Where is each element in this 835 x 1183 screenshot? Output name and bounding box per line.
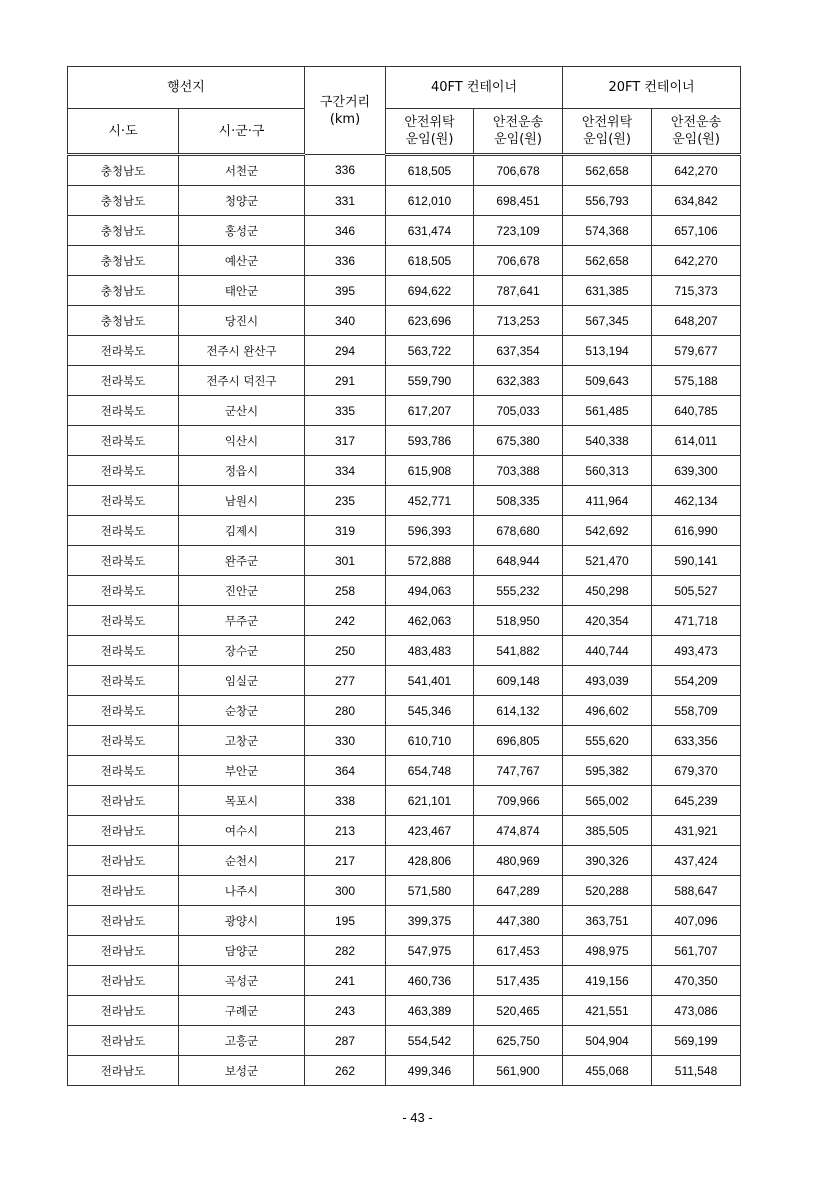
ft40-consign-fare-cell: 563,722 [386, 336, 474, 366]
ft20-transport-fare-cell: 614,011 [652, 426, 741, 456]
ft20-transport-unit: 운임(원) [672, 132, 720, 147]
ft20-transport-fare-cell: 554,209 [652, 666, 741, 696]
ft40-consign-fare-cell: 618,505 [386, 246, 474, 276]
ft40-consign-fare-cell: 618,505 [386, 155, 474, 186]
province-cell: 충청남도 [68, 186, 179, 216]
page-number: - 43 - [402, 1110, 433, 1125]
ft40-transport-fare-cell: 705,033 [474, 396, 563, 426]
distance-cell: 235 [305, 486, 386, 516]
table-row [68, 426, 741, 456]
distance-cell: 258 [305, 576, 386, 606]
ft20-consign-fare-cell: 556,793 [563, 186, 652, 216]
ft40-consign-fare-cell: 460,736 [386, 966, 474, 996]
distance-cell: 334 [305, 456, 386, 486]
ft40-consign-fare-cell: 462,063 [386, 606, 474, 636]
distance-cell: 317 [305, 426, 386, 456]
province-cell: 전라남도 [68, 786, 179, 816]
city-cell: 곡성군 [179, 966, 305, 996]
ft20-consign-fare-cell: 421,551 [563, 996, 652, 1026]
distance-cell: 294 [305, 336, 386, 366]
province-cell: 전라북도 [68, 516, 179, 546]
ft20-consign-fare-cell: 450,298 [563, 576, 652, 606]
ft20-transport-fare-cell: 505,527 [652, 576, 741, 606]
ft40-transport-fare-cell: 518,950 [474, 606, 563, 636]
ft40-consign-fare-cell: 428,806 [386, 846, 474, 876]
ft40-transport-fare-cell: 706,678 [474, 246, 563, 276]
ft40-transport-fare-cell: 675,380 [474, 426, 563, 456]
distance-cell: 336 [305, 246, 386, 276]
ft40-consign-fare-cell: 615,908 [386, 456, 474, 486]
ft40-transport-fare-cell: 541,882 [474, 636, 563, 666]
distance-header [305, 67, 386, 155]
ft40-transport-fare-cell: 609,148 [474, 666, 563, 696]
ft20-transport-fare-cell: 561,707 [652, 936, 741, 966]
table-row [68, 696, 741, 726]
ft40-transport-fare-cell: 648,944 [474, 546, 563, 576]
province-cell: 전라북도 [68, 336, 179, 366]
table-row [68, 636, 741, 666]
province-cell: 전라북도 [68, 456, 179, 486]
distance-cell: 287 [305, 1026, 386, 1056]
distance-cell: 331 [305, 186, 386, 216]
ft20-header: 20FT 컨테이너 [563, 67, 741, 109]
ft20-consign-fare-cell: 411,964 [563, 486, 652, 516]
ft40-consign-fare-cell: 399,375 [386, 906, 474, 936]
ft40-consign-fare-cell: 554,542 [386, 1026, 474, 1056]
ft40-transport-fare-cell: 520,465 [474, 996, 563, 1026]
ft40-consign-fare-cell: 463,389 [386, 996, 474, 1026]
distance-cell: 291 [305, 366, 386, 396]
province-cell: 전라북도 [68, 726, 179, 756]
city-cell: 예산군 [179, 246, 305, 276]
ft20-transport-fare-cell: 634,842 [652, 186, 741, 216]
distance-cell: 300 [305, 876, 386, 906]
table-body [68, 155, 741, 1086]
table-row [68, 816, 741, 846]
ft40-consign-unit: 운임(원) [405, 132, 454, 147]
city-cell: 진안군 [179, 576, 305, 606]
ft20-consign-fare-cell: 562,658 [563, 246, 652, 276]
ft20-consign-fare-cell: 498,975 [563, 936, 652, 966]
province-cell: 전라북도 [68, 366, 179, 396]
ft40-transport-fare-cell: 747,767 [474, 756, 563, 786]
city-cell: 무주군 [179, 606, 305, 636]
province-cell: 전라북도 [68, 636, 179, 666]
city-cell: 익산시 [179, 426, 305, 456]
ft40-consign-fare-cell: 621,101 [386, 786, 474, 816]
city-cell: 당진시 [179, 306, 305, 336]
ft40-consign-fare-cell: 452,771 [386, 486, 474, 516]
city-cell: 완주군 [179, 546, 305, 576]
city-cell: 부안군 [179, 756, 305, 786]
ft40-consign-fare-cell: 545,346 [386, 696, 474, 726]
table-row [68, 276, 741, 306]
ft20-consign-fare-cell: 513,194 [563, 336, 652, 366]
table-row [68, 666, 741, 696]
table-row [68, 966, 741, 996]
ft40-transport-fare-cell: 706,678 [474, 155, 563, 186]
province-cell: 전라북도 [68, 486, 179, 516]
ft20-consign-header [563, 109, 652, 155]
ft40-transport-fare-cell: 614,132 [474, 696, 563, 726]
distance-cell: 340 [305, 306, 386, 336]
ft40-transport-fare-cell: 555,232 [474, 576, 563, 606]
ft40-transport-fare-cell: 787,641 [474, 276, 563, 306]
province-cell: 충청남도 [68, 246, 179, 276]
ft20-consign-fare-cell: 542,692 [563, 516, 652, 546]
city-cell: 고창군 [179, 726, 305, 756]
province-cell: 전라남도 [68, 1056, 179, 1086]
ft40-consign-fare-cell: 596,393 [386, 516, 474, 546]
distance-cell: 242 [305, 606, 386, 636]
city-cell: 목포시 [179, 786, 305, 816]
ft20-consign-fare-cell: 567,345 [563, 306, 652, 336]
ft20-consign-fare-cell: 455,068 [563, 1056, 652, 1086]
distance-cell: 262 [305, 1056, 386, 1086]
ft40-transport-fare-cell: 709,966 [474, 786, 563, 816]
ft20-consign-label: 안전위탁 [581, 115, 633, 130]
ft40-transport-fare-cell: 447,380 [474, 906, 563, 936]
ft20-consign-fare-cell: 440,744 [563, 636, 652, 666]
ft20-consign-fare-cell: 419,156 [563, 966, 652, 996]
city-cell: 전주시 완산구 [179, 336, 305, 366]
distance-cell: 346 [305, 216, 386, 246]
city-cell: 서천군 [179, 155, 305, 186]
city-cell: 여수시 [179, 816, 305, 846]
ft20-transport-fare-cell: 431,921 [652, 816, 741, 846]
city-cell: 임실군 [179, 666, 305, 696]
province-cell: 전라북도 [68, 756, 179, 786]
distance-header-label: 구간거리 [319, 94, 371, 110]
ft20-consign-fare-cell: 560,313 [563, 456, 652, 486]
province-cell: 전라북도 [68, 696, 179, 726]
province-cell: 충청남도 [68, 216, 179, 246]
distance-cell: 282 [305, 936, 386, 966]
ft40-consign-fare-cell: 494,063 [386, 576, 474, 606]
ft40-consign-header [386, 109, 474, 155]
province-cell: 충청남도 [68, 155, 179, 186]
distance-header-unit: (km) [329, 111, 361, 127]
ft40-consign-fare-cell: 571,580 [386, 876, 474, 906]
city-cell: 고흥군 [179, 1026, 305, 1056]
ft20-transport-fare-cell: 569,199 [652, 1026, 741, 1056]
ft40-transport-label: 안전운송 [492, 115, 544, 130]
province-cell: 전라북도 [68, 426, 179, 456]
province-cell: 전라북도 [68, 666, 179, 696]
ft20-transport-header [652, 109, 741, 155]
table-row [68, 155, 741, 186]
city-cell: 구례군 [179, 996, 305, 1026]
ft40-consign-fare-cell: 483,483 [386, 636, 474, 666]
distance-cell: 213 [305, 816, 386, 846]
distance-cell: 280 [305, 696, 386, 726]
table-row [68, 756, 741, 786]
ft40-consign-fare-cell: 654,748 [386, 756, 474, 786]
ft20-transport-fare-cell: 642,270 [652, 246, 741, 276]
ft20-transport-fare-cell: 640,785 [652, 396, 741, 426]
ft40-transport-fare-cell: 713,253 [474, 306, 563, 336]
ft20-consign-fare-cell: 496,602 [563, 696, 652, 726]
ft20-transport-fare-cell: 579,677 [652, 336, 741, 366]
province-cell: 전라남도 [68, 816, 179, 846]
province-cell: 전라남도 [68, 846, 179, 876]
province-cell: 전라북도 [68, 606, 179, 636]
table-row [68, 366, 741, 396]
ft20-transport-fare-cell: 471,718 [652, 606, 741, 636]
distance-cell: 301 [305, 546, 386, 576]
distance-cell: 338 [305, 786, 386, 816]
ft40-transport-fare-cell: 696,805 [474, 726, 563, 756]
table-row [68, 606, 741, 636]
province-cell: 전라북도 [68, 546, 179, 576]
city-cell: 청양군 [179, 186, 305, 216]
city-cell: 정읍시 [179, 456, 305, 486]
ft40-consign-fare-cell: 612,010 [386, 186, 474, 216]
ft20-consign-fare-cell: 390,326 [563, 846, 652, 876]
ft40-consign-fare-cell: 499,346 [386, 1056, 474, 1086]
destination-header: 행선지 [68, 67, 305, 109]
ft20-transport-fare-cell: 590,141 [652, 546, 741, 576]
ft40-consign-label: 안전위탁 [404, 115, 455, 130]
table-row [68, 486, 741, 516]
ft20-transport-fare-cell: 511,548 [652, 1056, 741, 1086]
ft20-consign-fare-cell: 509,643 [563, 366, 652, 396]
province-cell: 전라남도 [68, 876, 179, 906]
ft40-consign-fare-cell: 423,467 [386, 816, 474, 846]
table-row [68, 306, 741, 336]
ft20-consign-fare-cell: 561,485 [563, 396, 652, 426]
ft20-transport-fare-cell: 493,473 [652, 636, 741, 666]
ft20-transport-fare-cell: 633,356 [652, 726, 741, 756]
distance-cell: 277 [305, 666, 386, 696]
province-cell: 전라남도 [68, 996, 179, 1026]
ft40-transport-fare-cell: 647,289 [474, 876, 563, 906]
province-cell: 전라북도 [68, 576, 179, 606]
ft20-consign-fare-cell: 595,382 [563, 756, 652, 786]
table-row [68, 396, 741, 426]
ft40-consign-fare-cell: 593,786 [386, 426, 474, 456]
ft20-consign-fare-cell: 493,039 [563, 666, 652, 696]
distance-cell: 319 [305, 516, 386, 546]
table-row [68, 846, 741, 876]
ft40-transport-fare-cell: 703,388 [474, 456, 563, 486]
ft40-transport-header [474, 109, 563, 155]
ft20-consign-fare-cell: 521,470 [563, 546, 652, 576]
ft40-consign-fare-cell: 572,888 [386, 546, 474, 576]
table-header [68, 67, 741, 155]
ft20-transport-fare-cell: 575,188 [652, 366, 741, 396]
ft20-transport-fare-cell: 616,990 [652, 516, 741, 546]
ft20-transport-label: 안전운송 [670, 115, 722, 130]
distance-cell: 335 [305, 396, 386, 426]
ft20-consign-fare-cell: 420,354 [563, 606, 652, 636]
ft20-transport-fare-cell: 588,647 [652, 876, 741, 906]
city-cell: 순천시 [179, 846, 305, 876]
province-cell: 충청남도 [68, 276, 179, 306]
ft20-consign-fare-cell: 385,505 [563, 816, 652, 846]
ft20-transport-fare-cell: 462,134 [652, 486, 741, 516]
ft40-transport-fare-cell: 508,335 [474, 486, 563, 516]
city-cell: 군산시 [179, 396, 305, 426]
distance-cell: 241 [305, 966, 386, 996]
table-row [68, 246, 741, 276]
freight-rate-table [67, 66, 741, 1086]
ft20-transport-fare-cell: 648,207 [652, 306, 741, 336]
distance-cell: 195 [305, 906, 386, 936]
ft40-transport-fare-cell: 698,451 [474, 186, 563, 216]
city-cell: 보성군 [179, 1056, 305, 1086]
city-cell: 태안군 [179, 276, 305, 306]
ft40-consign-fare-cell: 541,401 [386, 666, 474, 696]
distance-cell: 217 [305, 846, 386, 876]
ft20-consign-fare-cell: 540,338 [563, 426, 652, 456]
distance-cell: 395 [305, 276, 386, 306]
ft40-transport-fare-cell: 723,109 [474, 216, 563, 246]
table-row [68, 876, 741, 906]
ft20-consign-unit: 운임(원) [583, 132, 631, 147]
city-cell: 홍성군 [179, 216, 305, 246]
city-cell: 김제시 [179, 516, 305, 546]
table-row [68, 996, 741, 1026]
province-cell: 충청남도 [68, 306, 179, 336]
table-row [68, 936, 741, 966]
table-row [68, 516, 741, 546]
ft40-consign-fare-cell: 547,975 [386, 936, 474, 966]
ft20-consign-fare-cell: 555,620 [563, 726, 652, 756]
ft20-transport-fare-cell: 470,350 [652, 966, 741, 996]
ft40-consign-fare-cell: 610,710 [386, 726, 474, 756]
ft40-transport-fare-cell: 625,750 [474, 1026, 563, 1056]
ft20-transport-fare-cell: 473,086 [652, 996, 741, 1026]
table-row [68, 1056, 741, 1086]
ft20-transport-fare-cell: 715,373 [652, 276, 741, 306]
distance-cell: 364 [305, 756, 386, 786]
ft40-transport-fare-cell: 480,969 [474, 846, 563, 876]
city-cell: 장수군 [179, 636, 305, 666]
ft20-transport-fare-cell: 407,096 [652, 906, 741, 936]
distance-cell: 336 [305, 155, 386, 186]
ft40-consign-fare-cell: 631,474 [386, 216, 474, 246]
ft20-transport-fare-cell: 642,270 [652, 155, 741, 186]
table-row [68, 336, 741, 366]
ft40-transport-fare-cell: 632,383 [474, 366, 563, 396]
table-row [68, 786, 741, 816]
ft40-consign-fare-cell: 617,207 [386, 396, 474, 426]
table-row [68, 906, 741, 936]
province-header: 시·도 [68, 109, 179, 155]
city-cell: 남원시 [179, 486, 305, 516]
ft40-transport-fare-cell: 474,874 [474, 816, 563, 846]
ft20-consign-fare-cell: 565,002 [563, 786, 652, 816]
city-cell: 광양시 [179, 906, 305, 936]
distance-cell: 250 [305, 636, 386, 666]
ft20-transport-fare-cell: 558,709 [652, 696, 741, 726]
ft40-transport-fare-cell: 517,435 [474, 966, 563, 996]
ft40-consign-fare-cell: 694,622 [386, 276, 474, 306]
ft40-transport-fare-cell: 678,680 [474, 516, 563, 546]
ft40-header: 40FT 컨테이너 [386, 67, 563, 109]
province-cell: 전라북도 [68, 396, 179, 426]
ft20-transport-fare-cell: 657,106 [652, 216, 741, 246]
table-row [68, 576, 741, 606]
province-cell: 전라남도 [68, 966, 179, 996]
province-cell: 전라남도 [68, 1026, 179, 1056]
table-row [68, 1026, 741, 1056]
city-cell: 담양군 [179, 936, 305, 966]
city-cell: 전주시 덕진구 [179, 366, 305, 396]
ft20-consign-fare-cell: 631,385 [563, 276, 652, 306]
ft40-transport-fare-cell: 637,354 [474, 336, 563, 366]
province-cell: 전라남도 [68, 936, 179, 966]
city-cell: 나주시 [179, 876, 305, 906]
table-row [68, 186, 741, 216]
distance-cell: 243 [305, 996, 386, 1026]
ft20-transport-fare-cell: 639,300 [652, 456, 741, 486]
city-cell: 순창군 [179, 696, 305, 726]
ft20-transport-fare-cell: 437,424 [652, 846, 741, 876]
table-row [68, 546, 741, 576]
ft40-transport-fare-cell: 561,900 [474, 1056, 563, 1086]
distance-cell: 330 [305, 726, 386, 756]
ft20-transport-fare-cell: 645,239 [652, 786, 741, 816]
ft20-consign-fare-cell: 562,658 [563, 155, 652, 186]
table-row [68, 726, 741, 756]
ft20-transport-fare-cell: 679,370 [652, 756, 741, 786]
province-cell: 전라남도 [68, 906, 179, 936]
ft40-transport-fare-cell: 617,453 [474, 936, 563, 966]
ft40-consign-fare-cell: 559,790 [386, 366, 474, 396]
ft20-consign-fare-cell: 574,368 [563, 216, 652, 246]
ft20-consign-fare-cell: 363,751 [563, 906, 652, 936]
ft20-consign-fare-cell: 520,288 [563, 876, 652, 906]
ft40-consign-fare-cell: 623,696 [386, 306, 474, 336]
ft40-transport-unit: 운임(원) [494, 132, 542, 147]
table-row [68, 456, 741, 486]
city-header: 시·군·구 [179, 109, 305, 155]
table-row [68, 216, 741, 246]
ft20-consign-fare-cell: 504,904 [563, 1026, 652, 1056]
